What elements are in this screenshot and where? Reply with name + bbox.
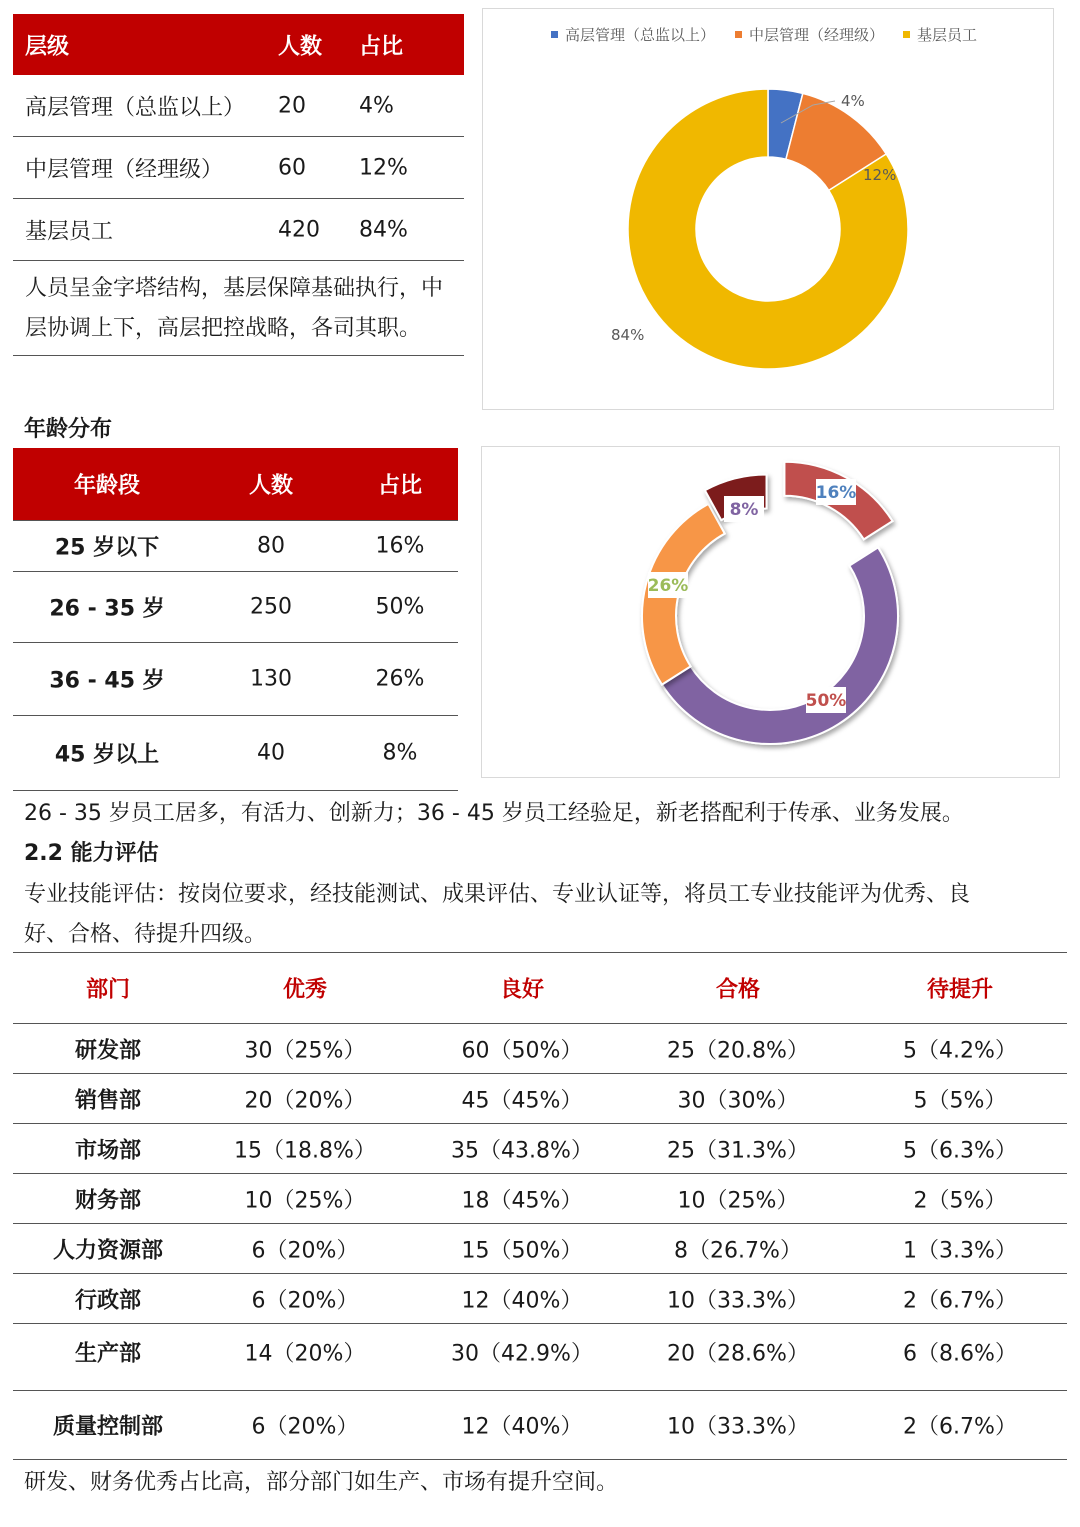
legend-entry: 高层管理（总监以上） [565, 26, 716, 44]
good-cell: 30（42.9%） [451, 1341, 593, 1367]
table-row [13, 521, 458, 572]
header-ratio: 占比 [359, 34, 404, 59]
good-cell: 60（50%） [461, 1038, 583, 1063]
department-name: 财务部 [74, 1188, 142, 1213]
level-chart-frame [482, 8, 1054, 410]
ability-note: 研发、财务优秀占比高，部分部门如生产、市场有提升空间。 [24, 1470, 619, 1495]
to-improve-cell: 2（6.7%） [903, 1288, 1017, 1313]
header-count: 人数 [248, 473, 294, 499]
level-name: 高层管理（总监以上） [25, 95, 246, 120]
good-cell: 12（40%） [461, 1288, 583, 1313]
age-chart-frame [481, 446, 1060, 778]
excellent-cell: 10（25%） [244, 1188, 366, 1213]
legend-swatch [903, 31, 910, 38]
level-ratio: 84% [359, 217, 408, 242]
chart-legend [551, 26, 977, 44]
level-name: 基层员工 [25, 219, 114, 244]
pass-cell: 25（20.8%） [667, 1038, 809, 1063]
excellent-cell: 30（25%） [244, 1038, 366, 1063]
data-label: 8% [729, 500, 759, 520]
department-name: 研发部 [74, 1038, 142, 1063]
table-row [13, 75, 464, 137]
age-range: 25 岁以下 [54, 535, 160, 561]
age-ratio: 16% [375, 533, 425, 559]
data-label: 12% [863, 166, 897, 184]
age-count: 80 [257, 533, 285, 559]
ability-intro-line2: 好、合格、待提升四级。 [24, 922, 267, 947]
age-range: 45 岁以上 [54, 742, 160, 768]
ability-section-title: 2.2 能力评估 [24, 841, 159, 866]
good-cell: 15（50%） [461, 1238, 583, 1263]
pass-cell: 30（30%） [677, 1088, 799, 1113]
header-ratio: 占比 [377, 473, 423, 499]
data-label: 50% [805, 691, 847, 711]
department-name: 人力资源部 [52, 1238, 164, 1263]
table-row [13, 199, 464, 261]
age-table [13, 448, 458, 791]
table-row [13, 137, 464, 199]
table-row [13, 1224, 1067, 1274]
table-row [13, 1274, 1067, 1324]
excellent-cell: 6（20%） [251, 1238, 359, 1263]
data-label: 26% [647, 576, 689, 596]
level-note: 人员呈金字塔结构，基层保障基础执行，中层协调上下，高层把控战略，各司其职。 [13, 261, 464, 356]
age-range: 26 - 35 岁 [49, 596, 165, 622]
level-ratio: 12% [359, 155, 408, 180]
level-count: 20 [278, 93, 306, 118]
data-label: 4% [841, 92, 865, 110]
age-count: 130 [250, 666, 292, 692]
level-name: 中层管理（经理级） [25, 157, 224, 182]
level-donut-chart [483, 9, 1053, 409]
to-improve-cell: 5（4.2%） [903, 1038, 1017, 1063]
legend-entry: 基层员工 [917, 26, 978, 44]
age-ratio: 50% [375, 594, 425, 620]
table-row [13, 1391, 1067, 1460]
table-row [13, 1174, 1067, 1224]
table-row [13, 1074, 1067, 1124]
pass-cell: 10（25%） [677, 1188, 799, 1213]
excellent-cell: 15（18.8%） [234, 1138, 376, 1163]
table-row [13, 1124, 1067, 1174]
header-excellent: 优秀 [282, 977, 328, 1003]
to-improve-cell: 5（6.3%） [903, 1138, 1017, 1163]
donut-slice [662, 547, 898, 744]
table-row [13, 1024, 1067, 1074]
pass-cell: 20（28.6%） [667, 1341, 809, 1367]
excellent-cell: 20（20%） [244, 1088, 366, 1113]
level-count: 420 [278, 217, 320, 242]
header-level: 层级 [25, 34, 70, 59]
to-improve-cell: 2（5%） [913, 1188, 1007, 1213]
age-note: 26 - 35 岁员工居多，有活力、创新力；36 - 45 岁员工经验足，新老搭配利于传承、业务发展。 [24, 801, 964, 826]
department-name: 生产部 [74, 1341, 142, 1367]
age-donut-chart [482, 447, 1059, 777]
table-row [13, 643, 458, 716]
age-range: 36 - 45 岁 [49, 668, 165, 694]
header-age-range: 年龄段 [73, 473, 141, 499]
header-pass: 合格 [715, 977, 761, 1003]
good-cell: 18（45%） [461, 1188, 583, 1213]
to-improve-cell: 2（6.7%） [903, 1414, 1017, 1440]
pass-cell: 10（33.3%） [667, 1414, 809, 1440]
legend-swatch [735, 31, 742, 38]
department-name: 质量控制部 [52, 1414, 164, 1440]
age-ratio: 8% [382, 740, 418, 766]
age-table-header [13, 448, 458, 521]
table-row [13, 1324, 1067, 1391]
level-table [13, 14, 464, 356]
pass-cell: 10（33.3%） [667, 1288, 809, 1313]
to-improve-cell: 5（5%） [913, 1088, 1007, 1113]
department-name: 销售部 [74, 1088, 142, 1113]
ability-intro-line1: 专业技能评估：按岗位要求，经技能测试、成果评估、专业认证等，将员工专业技能评为优秀、良 [24, 882, 971, 907]
to-improve-cell: 1（3.3%） [903, 1238, 1017, 1263]
excellent-cell: 6（20%） [251, 1288, 359, 1313]
age-ratio: 26% [375, 666, 425, 692]
level-count: 60 [278, 155, 306, 180]
header-count: 人数 [278, 34, 323, 59]
excellent-cell: 14（20%） [244, 1341, 366, 1367]
good-cell: 12（40%） [461, 1414, 583, 1440]
excellent-cell: 6（20%） [251, 1414, 359, 1440]
age-count: 40 [257, 740, 285, 766]
department-name: 行政部 [74, 1288, 142, 1313]
age-section-title: 年龄分布 [24, 417, 113, 442]
level-ratio: 4% [359, 93, 394, 118]
ability-table [13, 952, 1067, 1460]
good-cell: 35（43.8%） [451, 1138, 593, 1163]
legend-swatch [551, 31, 558, 38]
ability-table-header [13, 953, 1067, 1024]
legend-entry: 中层管理（经理级） [749, 26, 885, 44]
good-cell: 45（45%） [461, 1088, 583, 1113]
department-name: 市场部 [74, 1138, 142, 1163]
header-good: 良好 [499, 977, 545, 1003]
pass-cell: 8（26.7%） [674, 1238, 802, 1263]
table-row [13, 572, 458, 643]
level-table-header [13, 14, 464, 75]
to-improve-cell: 6（8.6%） [903, 1341, 1017, 1367]
age-count: 250 [250, 594, 292, 620]
table-row [13, 716, 458, 791]
data-label: 84% [611, 326, 645, 344]
data-label: 16% [815, 483, 857, 503]
header-department: 部门 [85, 977, 131, 1003]
pass-cell: 25（31.3%） [667, 1138, 809, 1163]
header-to-improve: 待提升 [926, 977, 994, 1003]
